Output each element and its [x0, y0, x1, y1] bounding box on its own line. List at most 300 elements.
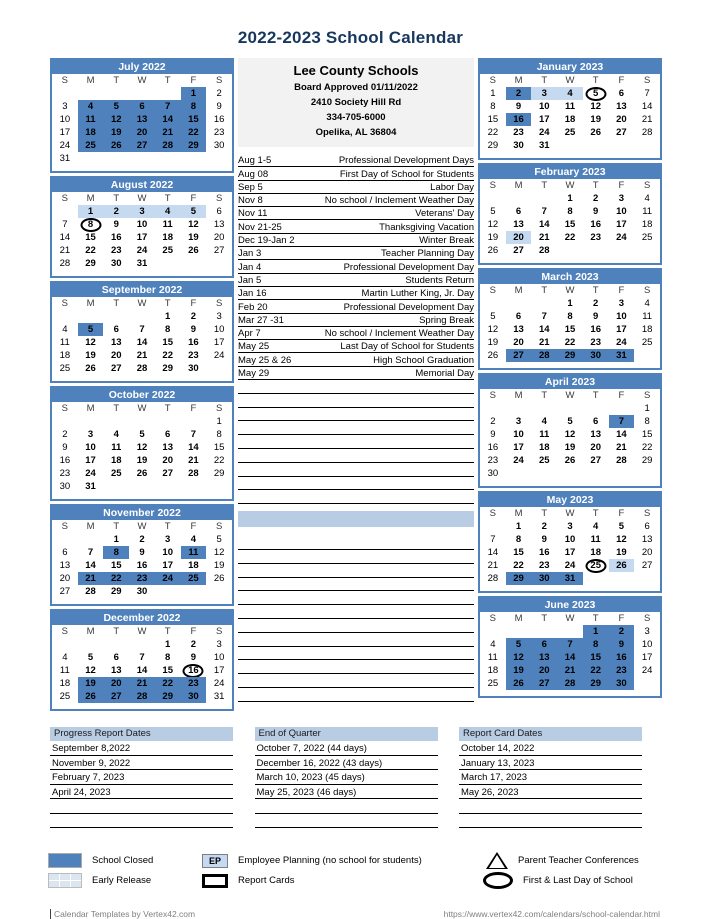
- report-cards-box-icon: [202, 874, 228, 888]
- dow-label: F: [190, 298, 197, 309]
- day-cell: 12: [85, 337, 96, 348]
- day-cell: 26: [487, 350, 499, 361]
- day-cell: 30: [59, 481, 71, 492]
- day-cell: 14: [155, 113, 181, 126]
- event-row: [238, 300, 474, 313]
- day-cell: 28: [129, 690, 155, 703]
- day-cell: 13: [129, 113, 155, 126]
- day-cell: 17: [162, 560, 173, 571]
- event-row: [238, 207, 474, 220]
- day-cell: 31: [609, 349, 635, 362]
- event-date: Apr 7: [238, 328, 261, 340]
- month-title: April 2023: [480, 375, 660, 389]
- day-cell: 30: [213, 140, 225, 151]
- day-cell: 6: [515, 311, 522, 322]
- month-calendar-august-2022: [50, 176, 234, 278]
- day-cell: 3: [515, 416, 522, 427]
- day-cell: 25: [59, 363, 71, 374]
- day-cell: 27: [641, 560, 653, 571]
- month-title: February 2023: [480, 165, 660, 179]
- day-cell: 21: [59, 245, 71, 256]
- day-cell: 6: [644, 521, 650, 532]
- month-calendar-may-2023: [478, 491, 662, 593]
- dow-label: S: [643, 613, 651, 624]
- month-title: October 2022: [52, 388, 232, 402]
- day-cell: 2: [62, 429, 68, 440]
- dow-label: T: [164, 626, 171, 637]
- dow-label: F: [618, 613, 625, 624]
- day-cell: 26: [103, 139, 129, 152]
- event-date: May 29: [238, 368, 270, 380]
- day-cell: 14: [616, 429, 627, 440]
- day-cell: [480, 402, 506, 415]
- day-cell: 28: [188, 468, 199, 479]
- day-cell: [480, 520, 506, 533]
- day-cell: 4: [557, 87, 583, 100]
- table-row: October 7, 2022 (44 days): [255, 741, 438, 756]
- day-cell: 7: [87, 547, 94, 558]
- day-cell: 8: [567, 206, 573, 217]
- day-cell: 27: [616, 127, 627, 138]
- day-of-week-row: [52, 520, 232, 533]
- dow-label: T: [592, 613, 599, 624]
- event-date: May 25 & 26: [238, 354, 292, 366]
- day-cell: 24: [213, 678, 225, 689]
- dow-label: T: [592, 180, 599, 191]
- event-label: Martin Luther King, Jr. Day: [361, 288, 474, 300]
- day-cell: 23: [181, 677, 207, 690]
- table-blank-row: [459, 799, 642, 814]
- center-column: [238, 58, 474, 711]
- dow-label: T: [541, 285, 548, 296]
- footer-url-link[interactable]: https://www.vertex42.com/calendars/school-calendar.html: [443, 909, 660, 919]
- dow-label: M: [86, 193, 95, 204]
- day-cell: 11: [59, 665, 70, 676]
- table-end-of-quarter: [255, 727, 438, 828]
- day-cell: 10: [538, 101, 550, 112]
- dow-label: M: [514, 180, 523, 191]
- dow-label: F: [190, 75, 197, 86]
- day-cell: 19: [213, 560, 225, 571]
- day-cell: 9: [139, 547, 145, 558]
- day-cell: 15: [85, 232, 96, 243]
- day-cell: 15: [564, 324, 576, 335]
- first-last-day-circle-icon: [80, 218, 101, 232]
- event-row: [238, 274, 474, 287]
- day-cell: 21: [136, 350, 148, 361]
- blank-note-line: [238, 619, 474, 633]
- report-cards-label: Report Cards: [238, 875, 295, 886]
- first-last-day-circle-icon: [585, 559, 606, 573]
- first-last-day-circle-icon: [183, 664, 204, 678]
- day-cell: [583, 467, 609, 480]
- blank-note-line: [238, 674, 474, 688]
- day-cell: 15: [162, 665, 173, 676]
- day-of-week-row: [480, 389, 660, 402]
- day-grid: [52, 415, 232, 493]
- day-cell: 26: [213, 573, 225, 584]
- day-cell: 3: [129, 205, 155, 218]
- day-cell: 14: [538, 324, 550, 335]
- day-cell: 6: [113, 652, 119, 663]
- event-date: Jan 4: [238, 261, 262, 273]
- legend-group-shading: [48, 852, 198, 889]
- day-cell: 10: [213, 324, 225, 335]
- event-label: Thanksgiving Vacation: [379, 221, 474, 233]
- day-cell: 9: [609, 638, 635, 651]
- dow-label: F: [618, 75, 625, 86]
- day-cell: 21: [78, 572, 104, 585]
- day-cell: 24: [616, 232, 627, 243]
- dow-label: M: [514, 613, 523, 624]
- day-cell: 24: [513, 455, 524, 466]
- blank-note-line: [238, 550, 474, 564]
- day-cell: 29: [557, 349, 583, 362]
- dow-label: W: [565, 180, 575, 191]
- day-cell: 7: [644, 88, 650, 99]
- day-cell: 30: [609, 677, 635, 690]
- event-row: [238, 327, 474, 340]
- dow-label: T: [592, 75, 599, 86]
- day-cell: [557, 139, 583, 152]
- day-cell: 22: [564, 337, 576, 348]
- day-cell: 29: [110, 586, 122, 597]
- day-cell: 14: [136, 337, 148, 348]
- day-cell: [557, 402, 583, 415]
- day-cell: [155, 87, 181, 100]
- day-cell: 14: [557, 651, 583, 664]
- day-cell: 18: [110, 455, 122, 466]
- day-cell: [52, 533, 78, 546]
- event-row: [238, 353, 474, 366]
- event-date: Nov 8: [238, 195, 263, 207]
- day-cell: 25: [583, 559, 609, 572]
- day-cell: 16: [136, 560, 148, 571]
- day-cell: 5: [567, 416, 573, 427]
- day-cell: [206, 362, 232, 375]
- day-cell: [531, 467, 557, 480]
- day-cell: 11: [564, 101, 576, 112]
- blank-note-line: [238, 421, 474, 435]
- day-cell: [583, 244, 609, 257]
- day-cell: 30: [531, 572, 557, 585]
- day-cell: [52, 205, 78, 218]
- day-cell: 28: [136, 363, 148, 374]
- day-cell: [609, 139, 635, 152]
- day-of-week-row: [52, 402, 232, 415]
- month-calendar-june-2023: [478, 596, 662, 698]
- day-cell: 6: [129, 100, 155, 113]
- day-grid: [480, 192, 660, 257]
- day-cell: 29: [85, 258, 96, 269]
- day-cell: 20: [103, 677, 129, 690]
- day-cell: 10: [59, 114, 71, 125]
- day-cell: 16: [213, 114, 225, 125]
- day-cell: 26: [590, 127, 601, 138]
- day-cell: 10: [513, 429, 524, 440]
- day-cell: 2: [541, 521, 547, 532]
- dow-label: S: [215, 298, 223, 309]
- day-cell: 2: [190, 311, 197, 322]
- day-cell: 21: [641, 114, 653, 125]
- dow-label: S: [489, 613, 497, 624]
- day-grid: [52, 638, 232, 703]
- month-calendar-february-2023: [478, 163, 662, 265]
- dow-label: W: [565, 390, 575, 401]
- table-row: November 9, 2022: [50, 756, 233, 771]
- day-cell: 5: [103, 100, 129, 113]
- dow-label: T: [541, 75, 548, 86]
- day-cell: [531, 625, 557, 638]
- day-cell: 3: [644, 626, 650, 637]
- day-cell: 16: [487, 442, 499, 453]
- day-cell: 7: [155, 100, 181, 113]
- month-title: November 2022: [52, 506, 232, 520]
- event-row: [238, 167, 474, 180]
- first-last-day-label: First & Last Day of School: [523, 875, 633, 886]
- dow-label: W: [565, 75, 575, 86]
- day-cell: 24: [538, 127, 550, 138]
- day-cell: 19: [136, 455, 148, 466]
- day-cell: 11: [111, 442, 122, 453]
- day-cell: 1: [216, 416, 222, 427]
- day-cell: 6: [62, 547, 68, 558]
- event-label: Memorial Day: [415, 368, 474, 380]
- day-cell: 21: [487, 560, 499, 571]
- legend-group-boxes: [198, 852, 483, 889]
- day-cell: 3: [567, 521, 573, 532]
- day-of-week-row: [480, 612, 660, 625]
- dow-label: S: [489, 75, 497, 86]
- day-cell: 28: [616, 455, 627, 466]
- parent-teacher-label: Parent Teacher Conferences: [518, 855, 639, 866]
- day-cell: 15: [564, 219, 576, 230]
- day-cell: 15: [487, 114, 499, 125]
- dow-label: W: [565, 508, 575, 519]
- day-cell: [531, 297, 557, 310]
- dow-label: S: [643, 390, 651, 401]
- day-cell: 2: [190, 639, 197, 650]
- dow-label: M: [86, 298, 95, 309]
- dow-label: S: [215, 193, 223, 204]
- dow-label: S: [643, 75, 651, 86]
- day-cell: 4: [62, 652, 68, 663]
- day-cell: [506, 402, 532, 415]
- first-last-day-circle-icon: [585, 87, 606, 101]
- day-cell: 28: [85, 586, 96, 597]
- day-cell: 7: [62, 219, 68, 230]
- day-cell: [506, 297, 532, 310]
- dow-label: T: [541, 508, 548, 519]
- dow-label: S: [489, 390, 497, 401]
- day-cell: 4: [78, 100, 104, 113]
- month-title: July 2022: [52, 60, 232, 74]
- day-cell: 11: [181, 546, 207, 559]
- day-cell: 10: [641, 639, 653, 650]
- month-title: December 2022: [52, 611, 232, 625]
- day-of-week-row: [52, 297, 232, 310]
- day-cell: 14: [85, 560, 96, 571]
- day-cell: 18: [641, 324, 653, 335]
- event-row: [238, 234, 474, 247]
- day-cell: 21: [557, 664, 583, 677]
- day-cell: 17: [641, 652, 653, 663]
- dow-label: T: [113, 298, 120, 309]
- day-cell: [609, 402, 635, 415]
- day-cell: 30: [110, 258, 122, 269]
- day-cell: 12: [188, 219, 199, 230]
- table-progress-report-dates: [50, 727, 233, 828]
- day-cell: 14: [59, 232, 71, 243]
- day-cell: 17: [136, 232, 148, 243]
- day-cell: 17: [513, 442, 524, 453]
- day-cell: [634, 467, 660, 480]
- event-date: Jan 5: [238, 274, 262, 286]
- school-info-box: [238, 58, 474, 147]
- dow-label: T: [113, 626, 120, 637]
- day-cell: 8: [78, 218, 104, 231]
- month-calendar-december-2022: [50, 609, 234, 711]
- day-cell: 26: [506, 677, 532, 690]
- day-cell: 13: [590, 429, 601, 440]
- dow-label: W: [137, 521, 147, 532]
- day-of-week-row: [52, 625, 232, 638]
- blank-note-line: [238, 591, 474, 605]
- month-title: January 2023: [480, 60, 660, 74]
- day-cell: 1: [583, 625, 609, 638]
- day-cell: 23: [590, 232, 601, 243]
- day-cell: 1: [78, 205, 104, 218]
- day-cell: 1: [165, 639, 171, 650]
- day-cell: [155, 257, 181, 270]
- day-grid: [480, 297, 660, 362]
- table-header: Progress Report Dates: [50, 727, 233, 741]
- day-cell: 2: [216, 88, 222, 99]
- day-cell: 28: [557, 677, 583, 690]
- day-cell: 16: [59, 455, 71, 466]
- day-cell: 16: [538, 547, 550, 558]
- day-cell: 18: [162, 232, 173, 243]
- event-date: Mar 27 -31: [238, 314, 284, 326]
- event-label: First Day of School for Students: [339, 168, 474, 180]
- day-cell: [480, 192, 506, 205]
- day-cell: 9: [62, 442, 68, 453]
- event-row: [238, 194, 474, 207]
- day-cell: 23: [213, 127, 225, 138]
- day-cell: [206, 152, 232, 165]
- day-cell: 4: [62, 324, 68, 335]
- event-date: Sep 5: [238, 181, 263, 193]
- table-row: April 24, 2023: [50, 785, 233, 800]
- day-cell: 30: [513, 140, 524, 151]
- day-cell: 27: [59, 586, 71, 597]
- table-row: October 14, 2022: [459, 741, 642, 756]
- day-cell: 16: [181, 664, 207, 677]
- event-row: [238, 181, 474, 194]
- dow-label: T: [592, 508, 599, 519]
- day-grid: [480, 520, 660, 585]
- day-cell: 21: [616, 442, 627, 453]
- day-cell: 2: [609, 625, 635, 638]
- day-cell: 20: [513, 337, 524, 348]
- day-cell: 25: [181, 572, 207, 585]
- day-cell: 28: [641, 127, 653, 138]
- day-cell: 14: [188, 442, 199, 453]
- day-cell: 24: [85, 468, 96, 479]
- day-cell: 5: [87, 652, 94, 663]
- day-cell: 17: [564, 547, 576, 558]
- day-cell: 28: [59, 258, 71, 269]
- day-cell: 10: [136, 219, 148, 230]
- day-cell: 17: [85, 455, 96, 466]
- day-cell: 1: [644, 403, 650, 414]
- day-cell: 2: [490, 416, 496, 427]
- day-cell: 13: [616, 101, 627, 112]
- day-cell: 29: [641, 455, 653, 466]
- day-cell: 16: [590, 324, 601, 335]
- dow-label: S: [489, 508, 497, 519]
- day-cell: 30: [487, 468, 499, 479]
- day-cell: [52, 87, 78, 100]
- day-cell: [103, 87, 129, 100]
- school-name: Lee County Schools: [293, 63, 419, 78]
- blank-notes-area: [238, 380, 474, 702]
- table-report-card-dates: [459, 727, 642, 828]
- day-cell: 1: [567, 193, 573, 204]
- dow-label: M: [514, 508, 523, 519]
- day-cell: 19: [487, 232, 499, 243]
- triangle-icon: [486, 852, 508, 869]
- dow-label: S: [61, 298, 69, 309]
- day-cell: 17: [538, 114, 550, 125]
- day-cell: [78, 87, 104, 100]
- day-cell: 21: [538, 232, 550, 243]
- event-row: [238, 220, 474, 233]
- day-cell: [583, 402, 609, 415]
- school-phone: 334-705-6000: [326, 112, 386, 123]
- day-cell: 30: [583, 349, 609, 362]
- event-label: Students Return: [405, 274, 474, 286]
- day-cell: [583, 139, 609, 152]
- day-cell: 2: [506, 87, 532, 100]
- day-cell: [129, 480, 155, 493]
- day-cell: 1: [165, 311, 171, 322]
- dow-label: T: [541, 180, 548, 191]
- day-cell: 29: [506, 572, 532, 585]
- day-cell: [52, 310, 78, 323]
- day-cell: 7: [557, 638, 583, 651]
- day-cell: 14: [641, 101, 653, 112]
- highlighted-blank-band: [238, 511, 474, 527]
- day-cell: 8: [165, 324, 171, 335]
- day-cell: 18: [538, 442, 550, 453]
- day-cell: [206, 480, 232, 493]
- day-cell: 7: [139, 324, 145, 335]
- day-cell: [506, 467, 532, 480]
- day-cell: 22: [103, 572, 129, 585]
- day-cell: 27: [513, 245, 524, 256]
- event-row: [238, 260, 474, 273]
- dow-label: S: [61, 403, 69, 414]
- day-cell: 6: [531, 638, 557, 651]
- day-cell: 9: [490, 429, 496, 440]
- month-title: March 2023: [480, 270, 660, 284]
- day-cell: 8: [165, 652, 171, 663]
- day-cell: [155, 415, 181, 428]
- day-cell: 9: [541, 534, 547, 545]
- day-cell: 10: [213, 652, 225, 663]
- day-cell: 12: [506, 651, 532, 664]
